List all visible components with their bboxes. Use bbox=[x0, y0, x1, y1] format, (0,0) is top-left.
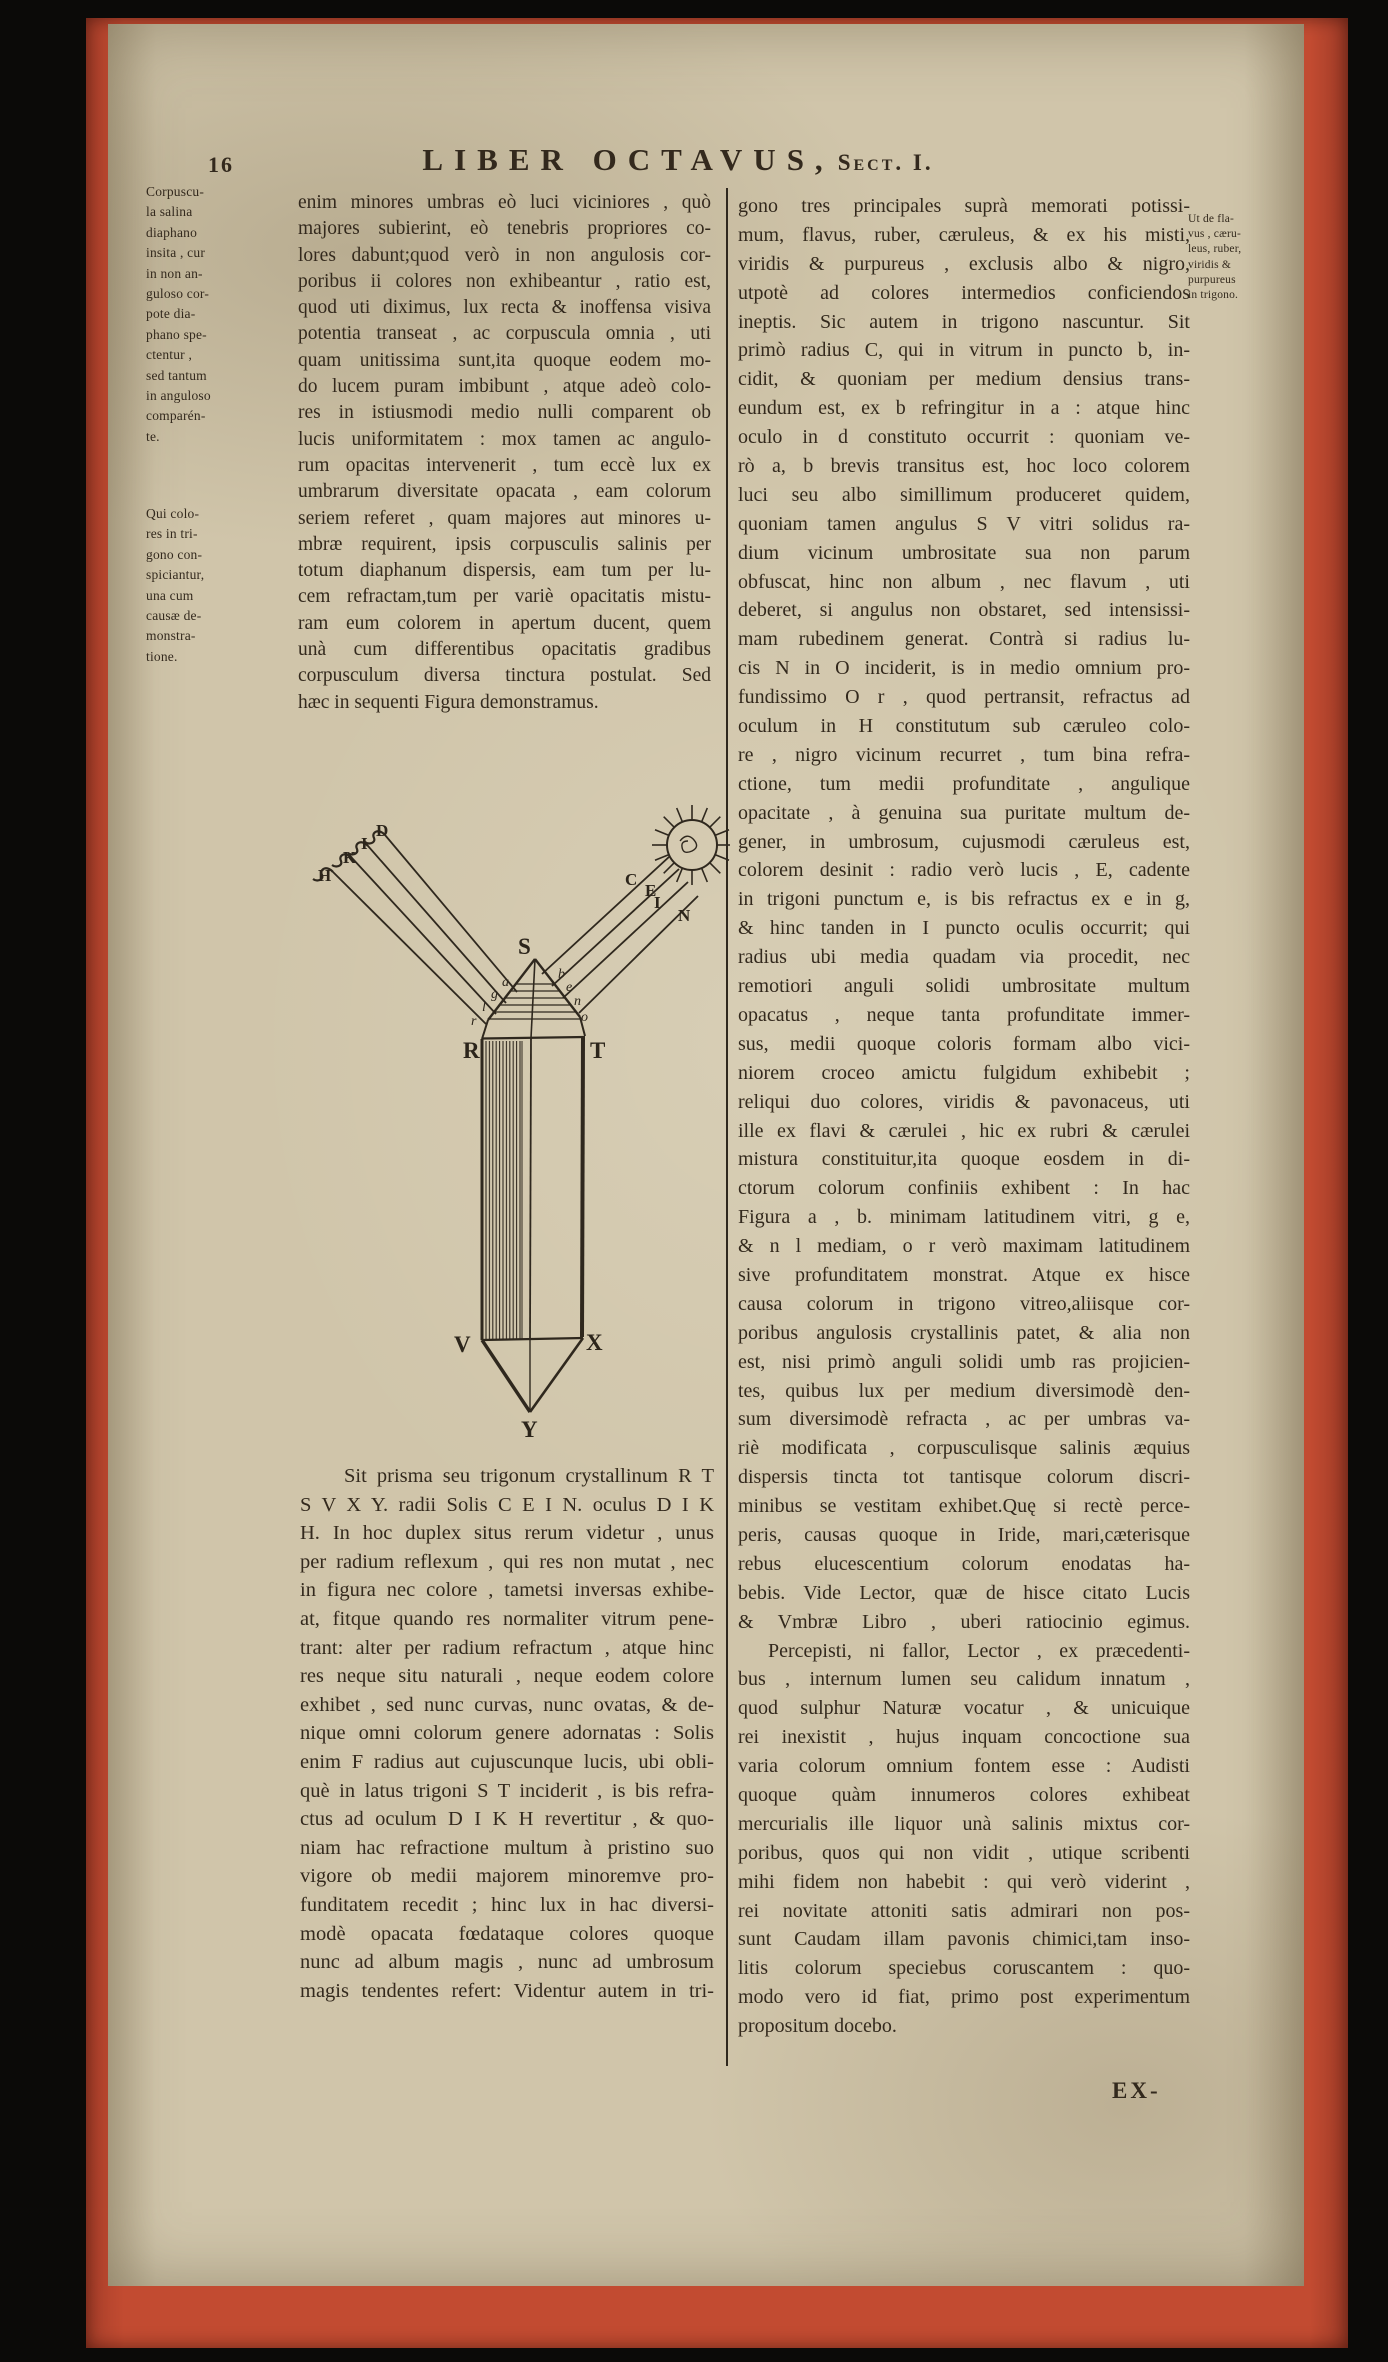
margin-note-line: in anguloso bbox=[146, 387, 211, 403]
text-line: gener, in umbrosum, cujusmodi cæruleus est, bbox=[738, 830, 1190, 853]
text-line: Percepisti, ni fallor, Lector , ex præcedenti- bbox=[768, 1639, 1190, 1662]
figure-label-H: H bbox=[318, 866, 332, 885]
text-line: mam rubedinem generat. Contrà si radius lu- bbox=[738, 628, 1190, 651]
margin-note-line: in trigono. bbox=[1188, 288, 1239, 301]
margin-note-line: comparén- bbox=[146, 408, 206, 424]
figure-label-R: R bbox=[463, 1038, 480, 1063]
margin-note-line: diaphano bbox=[146, 224, 198, 240]
text-line: enim minores umbras eò luci viciniores , quò bbox=[298, 192, 711, 213]
margin-note-left-2 bbox=[146, 504, 301, 667]
prism-figure-svg bbox=[230, 792, 730, 1464]
margin-note-line: in non an- bbox=[146, 265, 203, 281]
margin-note-line: purpureus bbox=[1188, 273, 1236, 286]
text-line: exhibet , sed nunc curvas, nunc ovatas, & de- bbox=[300, 1693, 714, 1716]
running-title-main: LIBER OCTAVUS, bbox=[422, 142, 834, 177]
figure-label-r: r bbox=[471, 1014, 477, 1029]
figure-label-I: I bbox=[361, 834, 368, 853]
text-line: ram eum colorem in apertum ducent, quem bbox=[298, 612, 711, 634]
text-line: magis tendentes refert: Videntur autem in tri- bbox=[300, 1979, 714, 2002]
text-line: quoniam tamen angulus S V vitri solidus ra- bbox=[738, 512, 1190, 535]
text-line: nique omni colorum genere adornatas : Solis bbox=[300, 1722, 714, 1745]
text-line: re , nigro vicinum recurret , tum bina refra- bbox=[738, 743, 1190, 766]
text-line: oculo in d constituto occurrit : quoniam ve- bbox=[738, 426, 1190, 449]
text-line: opacatus , neque tanta profunditate immer- bbox=[738, 1003, 1190, 1026]
text-line: sive profunditatem monstrat. Atque ex hisce bbox=[738, 1263, 1190, 1286]
text-line: rum opacitas intervenerit , tum eccè lux ex bbox=[298, 454, 711, 476]
margin-note-line: guloso cor- bbox=[146, 285, 210, 301]
text-line: mum, flavus, ruber, cæruleus, & ex his misti, bbox=[738, 223, 1190, 246]
text-line: seriem referet , quam majores aut minores u- bbox=[298, 507, 711, 529]
text-line: Figura a , b. minimam latitudinem vitri, g e, bbox=[738, 1206, 1190, 1229]
text-line: per radium reflexum , qui res non mutat , nec bbox=[300, 1550, 714, 1573]
text-line: propositum docebo. bbox=[738, 2015, 897, 2038]
margin-note-line: leus, ruber, bbox=[1188, 243, 1242, 256]
text-line: majores subierint, eò tenebris propriores co- bbox=[298, 218, 711, 240]
text-line: modo vero id fiat, primo post experimentum bbox=[738, 1986, 1190, 2009]
text-line: quod uti diximus, lux recta & inoffensa visiva bbox=[298, 297, 711, 319]
figure-label-X: X bbox=[586, 1330, 603, 1355]
text-line: mercurialis ille liquor unà salinis mixtus cor- bbox=[738, 1812, 1190, 1835]
text-line: litis colorum speciebus coruscantem : quo- bbox=[738, 1957, 1190, 1980]
text-line: & n l mediam, o r verò maximam latitudinem bbox=[738, 1235, 1190, 1258]
margin-note-line: Ut de fla- bbox=[1188, 213, 1235, 225]
text-line: ille ex flavi & cærulei , hic ex rubri & cærulei bbox=[738, 1119, 1190, 1142]
margin-note-right bbox=[1188, 212, 1300, 303]
text-line: dispersis tincta tot tantisque colorum discri- bbox=[738, 1466, 1190, 1489]
margin-note-line: vus , cæru- bbox=[1188, 228, 1241, 241]
figure-label-S: S bbox=[518, 934, 531, 959]
text-line: tes, quibus lux per medium diversimodè den- bbox=[738, 1379, 1190, 1402]
text-line: riè modificata , corpusculisque salinis æquius bbox=[738, 1437, 1190, 1460]
left-column-lower-text bbox=[300, 1462, 714, 2005]
text-line: unà cum differentibus opacitatis gradibus bbox=[298, 639, 711, 661]
figure-label-N: N bbox=[678, 906, 691, 925]
prism-woodcut-figure bbox=[230, 792, 730, 1464]
text-line: cem refractam,tum per variè opacitatis mistu- bbox=[298, 586, 711, 608]
text-line: remotiori anguli solidi umbrositate multum bbox=[738, 975, 1190, 998]
figure-label-Y: Y bbox=[521, 1417, 538, 1442]
text-line: in trigoni punctum e, is bis refractus ex e in g, bbox=[738, 888, 1190, 911]
text-line: luci seu albo simillimum produceret quidem, bbox=[738, 483, 1190, 506]
left-column-upper-text bbox=[298, 190, 711, 716]
figure-label-V: V bbox=[454, 1332, 471, 1357]
text-line: quod sulphur Naturæ vocatur , & unicuique bbox=[738, 1697, 1190, 1720]
figure-label-l: l bbox=[482, 1000, 486, 1015]
text-line: sum diversimodè refracta , ac per umbras va- bbox=[738, 1408, 1190, 1431]
margin-note-line: causæ de- bbox=[146, 607, 202, 623]
margin-note-line: Corpuscu- bbox=[146, 184, 205, 199]
text-line: lores dabunt;quod verò in non angulosis cor- bbox=[298, 244, 711, 266]
text-line: enim F radius aut cujuscunque lucis, ubi obli- bbox=[300, 1750, 714, 1773]
text-line: poribus ii colores non exhibeantur , ratio est, bbox=[298, 270, 711, 292]
text-line: obfuscat, hinc non album , nec flavum , uti bbox=[738, 570, 1190, 593]
text-line: fundissimo O r , quod pertransit, refractus ad bbox=[738, 686, 1190, 709]
margin-note-line: spiciantur, bbox=[146, 567, 205, 583]
margin-note-line: gono con- bbox=[146, 546, 203, 562]
margin-note-line: tione. bbox=[146, 648, 178, 664]
text-line: vigore ob medii majorem minoremve pro- bbox=[300, 1865, 714, 1888]
text-line: hæc in sequenti Figura demonstramus. bbox=[298, 691, 599, 713]
catchword: EX- bbox=[1112, 2078, 1161, 2103]
figure-label-I2: I bbox=[654, 893, 661, 912]
margin-note-line: viridis & bbox=[1188, 258, 1232, 271]
text-line: modè opacata fœdataque colores quoque bbox=[300, 1922, 714, 1945]
text-line: niam hac refractione multum à pristino suo bbox=[300, 1836, 714, 1859]
text-line: colorem desinit : radio verò lucis , E, cadente bbox=[738, 859, 1190, 882]
figure-label-a: a bbox=[502, 975, 509, 990]
margin-note-line: una cum bbox=[146, 587, 194, 603]
text-line: ctorum colorum confiniis exhibent : In hac bbox=[738, 1177, 1190, 1200]
text-line: S V X Y. radii Solis C E I N. oculus D I K bbox=[300, 1493, 714, 1516]
text-line: totum diaphanum dispersis, eam tum per lu- bbox=[298, 560, 711, 582]
running-title bbox=[278, 142, 1078, 178]
text-line: bus , internum lumen seu calidum innatum , bbox=[738, 1668, 1190, 1691]
text-line: do lucem puram imbibunt , atque adeò colo- bbox=[298, 376, 711, 398]
page-number: 16 bbox=[208, 152, 234, 177]
text-line: cis N in O inciderit, is in medio omnium pro- bbox=[738, 657, 1190, 680]
text-line: res in istiusmodi medio nulli comparent ob bbox=[298, 402, 711, 424]
prism-shaft bbox=[482, 1037, 583, 1412]
margin-note-line: insita , cur bbox=[146, 245, 206, 261]
text-line: & Vmbræ Libro , uberi ratiocinio egimus. bbox=[738, 1610, 1190, 1633]
text-line: mihi fidem non habebit : qui verò viderint , bbox=[738, 1870, 1190, 1893]
text-line: Sit prisma seu trigonum crystallinum R T bbox=[344, 1465, 714, 1487]
margin-note-line: ctentur , bbox=[146, 347, 193, 363]
text-line: deberet, si angulus non obstaret, sed intensissi- bbox=[738, 599, 1190, 622]
text-line: radius ubi media quadam via procedit, nec bbox=[738, 946, 1190, 969]
figure-label-T: T bbox=[590, 1038, 606, 1063]
text-line: potentia transeat , ac corpuscula omnia , uti bbox=[298, 323, 711, 345]
text-line: H. In hoc duplex situs rerum videtur , unus bbox=[300, 1522, 714, 1545]
text-line: gono tres principales suprà memorati potissi- bbox=[738, 195, 1190, 217]
text-line: dium vicinum umbrositate sua non parum bbox=[738, 541, 1190, 564]
text-line: primò radius C, qui in vitrum in puncto b, in- bbox=[738, 339, 1190, 362]
text-line: opacitate , à genuina sua puritate multum de- bbox=[738, 801, 1190, 824]
text-line: quoque quàm innumeros colores exhibeat bbox=[738, 1783, 1190, 1806]
text-line: què in latus trigoni S T inciderit , is bis refra- bbox=[300, 1779, 714, 1802]
margin-note-line: pote dia- bbox=[146, 306, 196, 322]
figure-label-K: K bbox=[343, 848, 357, 867]
text-line: funditatem recedit ; hinc lux in hac diversi- bbox=[300, 1893, 714, 1916]
text-line: at, fitque quando res normaliter vitrum pene- bbox=[300, 1607, 714, 1630]
figure-label-g: g bbox=[491, 987, 498, 1002]
figure-label-e: e bbox=[566, 980, 573, 995]
text-line: corpusculum diversa tinctura postulat. Sed bbox=[298, 665, 711, 687]
text-line: ctus ad oculum D I K H revertitur , & quo- bbox=[300, 1808, 714, 1831]
figure-label-D: D bbox=[376, 821, 389, 840]
text-line: mistura constituitur,ita quoque eosdem in di- bbox=[738, 1148, 1190, 1171]
margin-note-line: sed tantum bbox=[146, 367, 207, 383]
text-line: oculum in H constitutum sub cæruleo colo- bbox=[738, 715, 1190, 738]
text-line: sunt Caudam illam pavonis chimici,tam inso- bbox=[738, 1928, 1190, 1951]
text-line: & hinc tanden in I puncto oculis occurrit; qui bbox=[738, 917, 1190, 940]
margin-note-line: monstra- bbox=[146, 628, 196, 644]
text-line: causa colorum in trigono vitreo,aliisque cor- bbox=[738, 1292, 1190, 1315]
text-line: sus, medii quoque coloris formam albo vici- bbox=[738, 1032, 1190, 1055]
figure-label-n: n bbox=[574, 994, 581, 1009]
text-line: nunc ad album magis , nunc ad umbrosum bbox=[300, 1951, 714, 1974]
margin-note-line: te. bbox=[146, 428, 160, 444]
text-line: rebus elucescentium colorum enodatas ha- bbox=[738, 1552, 1190, 1575]
text-line: trant: alter per radium refractum , atque hinc bbox=[300, 1636, 714, 1659]
text-line: utpotè ad colores intermedios conficiendos bbox=[738, 281, 1190, 304]
margin-note-left-1 bbox=[146, 182, 301, 447]
figure-label-b: b bbox=[558, 967, 565, 982]
right-column-text bbox=[738, 192, 1190, 2041]
text-line: rò a, b brevis transitus est, hoc loco colorem bbox=[738, 455, 1190, 478]
text-line: varia colorum omnium fontem esse : Audisti bbox=[738, 1755, 1190, 1778]
book-page bbox=[108, 24, 1304, 2286]
running-title-section: Sect. I. bbox=[837, 150, 934, 175]
text-line: viridis & purpureus , exclusis albo & nigro, bbox=[738, 252, 1190, 275]
margin-note-line: res in tri- bbox=[146, 526, 198, 542]
text-line: rei inexistit , hujus inquam concoctione sua bbox=[738, 1726, 1190, 1749]
text-line: umbrarum diversitate opacata , eam colorum bbox=[298, 481, 711, 503]
text-line: mbræ requirent, ipsis corpusculis salinis per bbox=[298, 533, 711, 555]
text-line: reliqui duo colores, viridis & pavonaceus, uti bbox=[738, 1090, 1190, 1113]
margin-note-line: la salina bbox=[146, 204, 193, 220]
text-line: rei novitate attoniti satis admirari non pos- bbox=[738, 1899, 1190, 1922]
text-line: quam unitissima sunt,ita quoque eodem mo- bbox=[298, 349, 711, 371]
text-line: poribus, quos qui non vidit , utique scribenti bbox=[738, 1841, 1190, 1864]
text-line: ctione, tum medii profunditate , angulique bbox=[738, 772, 1190, 795]
text-line: niorem croceo amictu fulgidum exhibebit ; bbox=[738, 1061, 1190, 1084]
figure-label-E: E bbox=[645, 881, 657, 900]
figure-label-o: o bbox=[581, 1010, 588, 1025]
sun-icon bbox=[652, 805, 730, 885]
margin-note-line: phano spe- bbox=[146, 326, 207, 342]
text-line: in figura nec colore , tametsi inversas exhibe- bbox=[300, 1579, 714, 1602]
text-line: poribus angulosis crystallinis patet, & alia non bbox=[738, 1321, 1190, 1344]
figure-label-C: C bbox=[625, 870, 638, 889]
text-line: cidit, & quoniam per medium densius trans- bbox=[738, 368, 1190, 391]
text-line: res neque situ naturali , neque eodem colore bbox=[300, 1665, 714, 1688]
text-line: est, nisi primò anguli solidi umb ras projicien- bbox=[738, 1350, 1190, 1373]
margin-note-line: Qui colo- bbox=[146, 506, 200, 521]
text-line: eundum est, ex b refringitur in a : atque hinc bbox=[738, 397, 1190, 420]
text-line: minibus se vestitam exhibet.Quę si rectè perce- bbox=[738, 1495, 1190, 1518]
text-line: lucis uniformitatem : mox tamen ac angulo- bbox=[298, 428, 711, 450]
text-line: ineptis. Sic autem in trigono nascuntur. Sit bbox=[738, 310, 1190, 333]
text-line: bebis. Vide Lector, quæ de hisce citato Lucis bbox=[738, 1581, 1190, 1604]
text-line: peris, causas quoque in Iride, mari,cæterisque bbox=[738, 1523, 1190, 1546]
